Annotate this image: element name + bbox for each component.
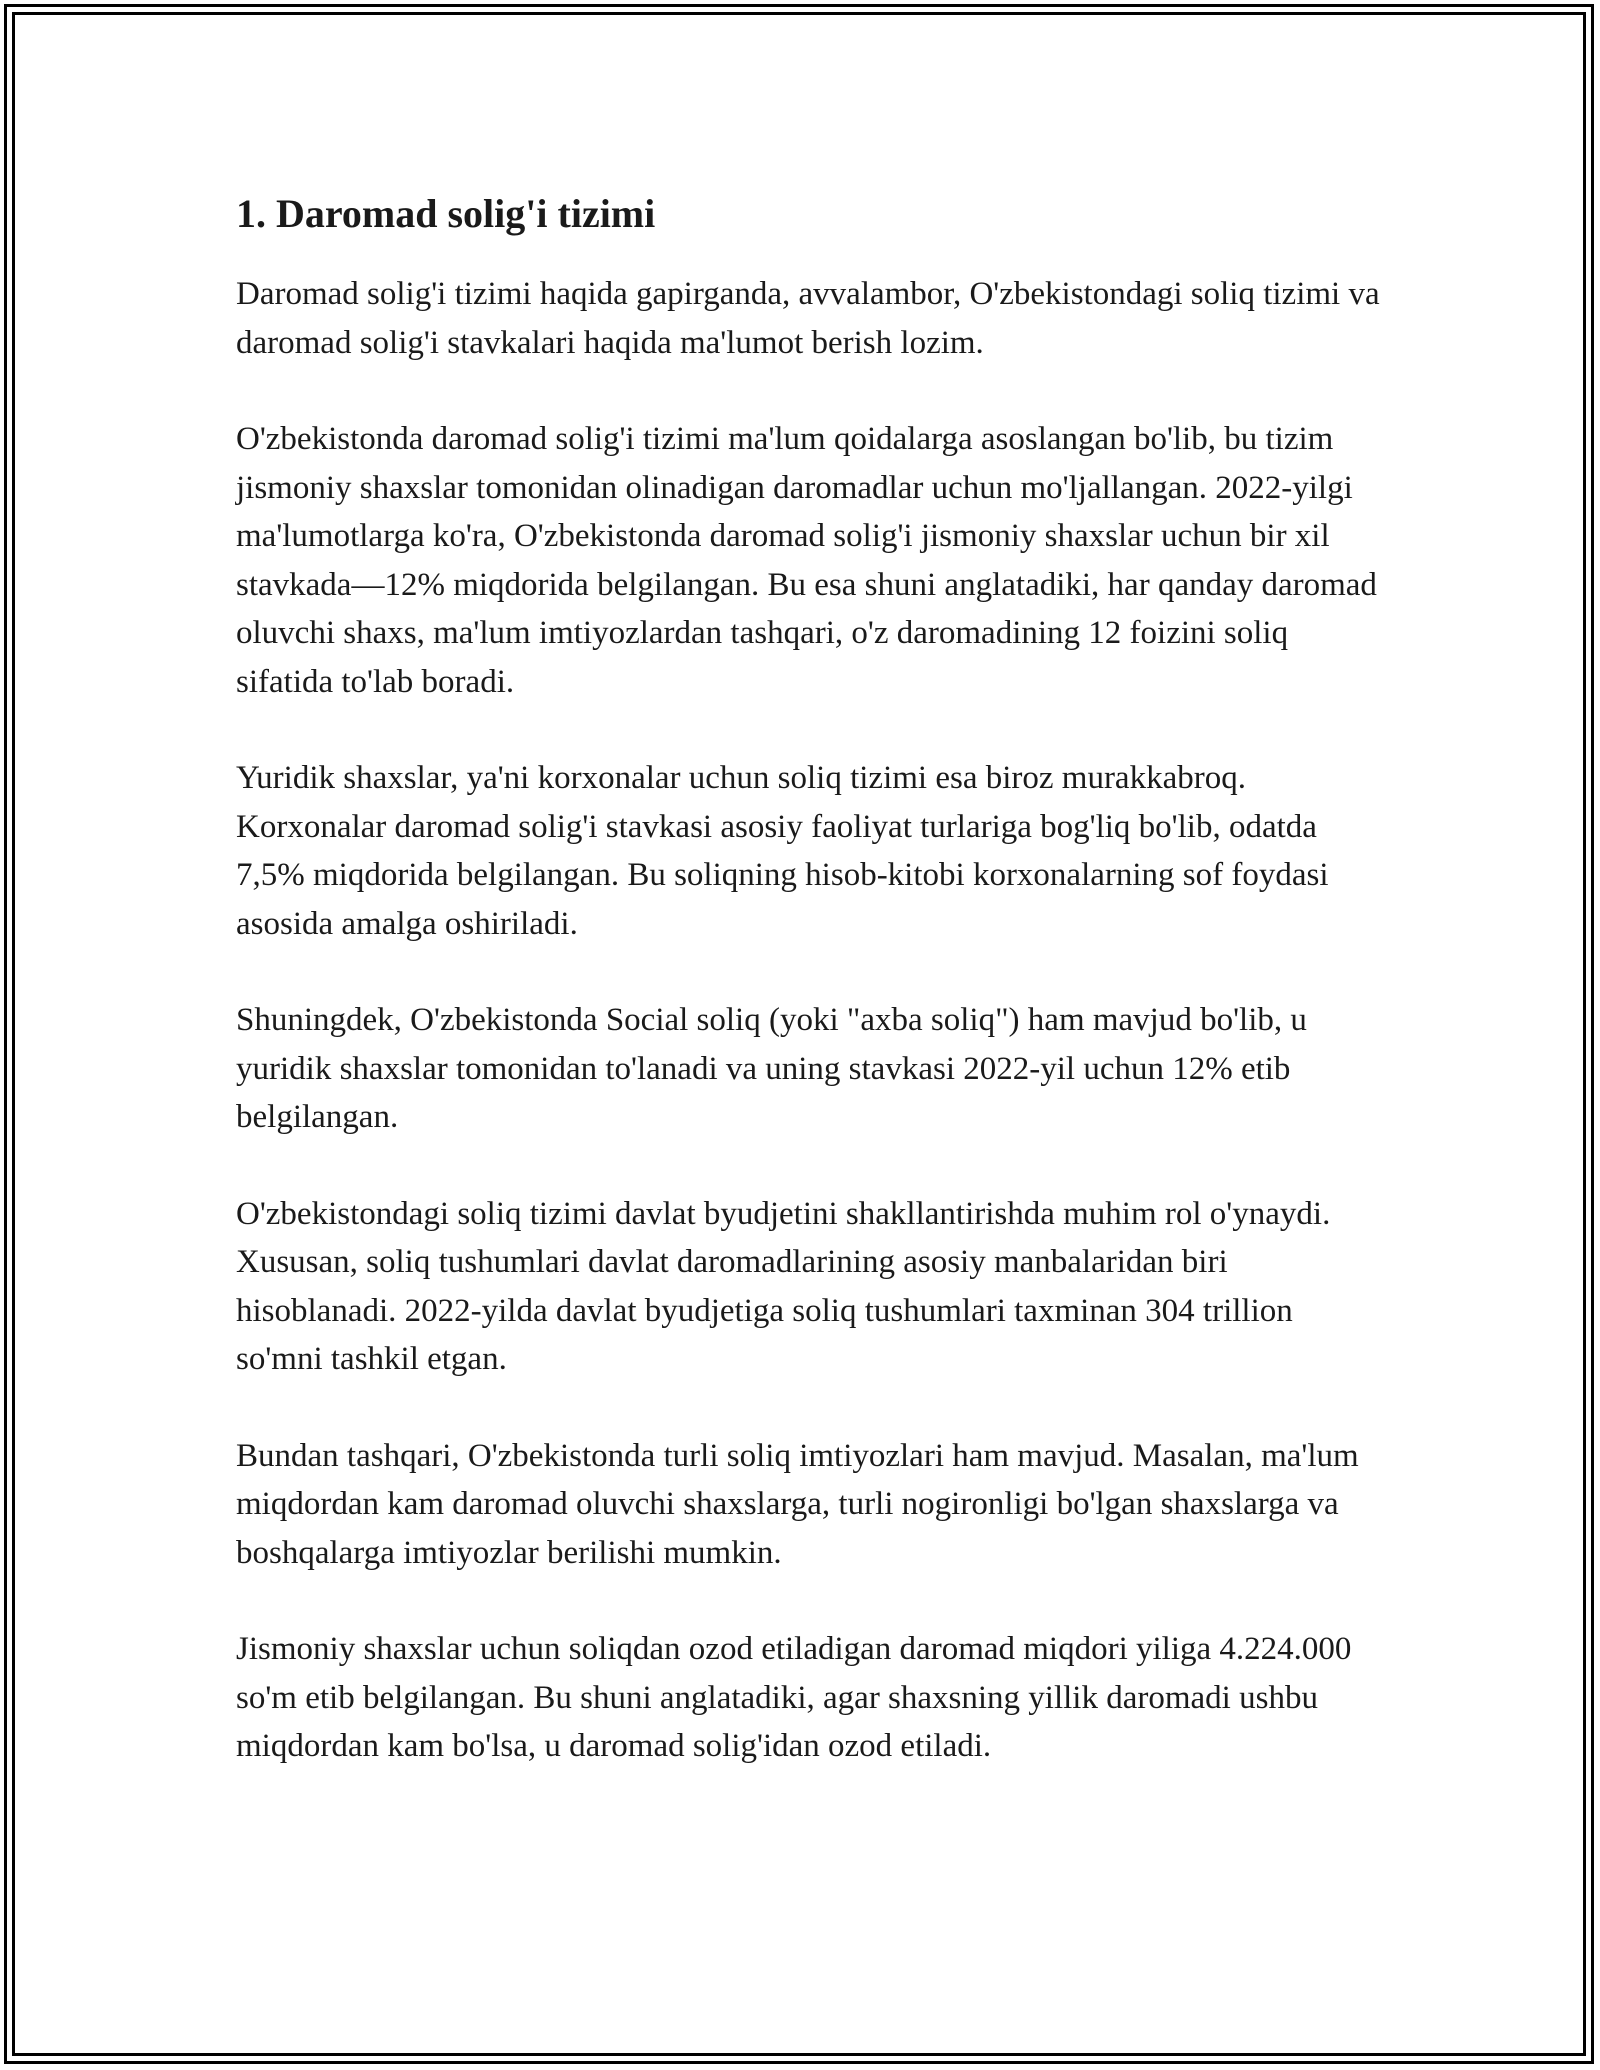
paragraph-state-budget: O'zbekistondagi soliq tizimi davlat byudjetini shakllantirishda muhim rol o'ynaydi. Xususan, soliq tushumlari davlat daromadlarining asosiy manbalaridan biri hisoblanadi. 2022-yilda davlat byudjetiga soliq tushumlari taxminan 304 trillion so'mni tashkil etgan. xyxy=(236,1195,1331,1377)
paragraph-intro: Daromad solig'i tizimi haqida gapirganda, avvalambor, O'zbekistondagi soliq tizimi va daromad solig'i stavkalari haqida ma'lumot berish lozim. xyxy=(236,276,1380,361)
paragraph-individual-tax: O'zbekistonda daromad solig'i tizimi ma'lum qoidalarga asoslangan bo'lib, bu tizim jismoniy shaxslar tomonidan olinadigan daromadlar uchun mo'ljallangan. 2022-yilgi ma'lumotlarga ko'ra, O'zbekistonda daromad solig'i jismoniy shaxslar uchun bir xil stavkada—12% miqdorida belgilangan. Bu esa shuni anglatadiki, har qanday daromad oluvchi shaxs, ma'lum imtiyozlardan tashqari, o'z daromadining 12 foizini soliq sifatida to'lab boradi. xyxy=(236,421,1377,700)
paragraph-social-tax: Shuningdek, O'zbekistonda Social soliq (yoki "axba soliq") ham mavjud bo'lib, u yuridik shaxslar tomonidan to'lanadi va uning stavkasi 2022-yil uchun 12% etib belgilangan. xyxy=(236,1002,1307,1135)
paragraph-tax-benefits: Bundan tashqari, O'zbekistonda turli soliq imtiyozlari ham mavjud. Masalan, ma'lum miqdordan kam daromad oluvchi shaxslarga, turli nogironligi bo'lgan shaxslarga va boshqalarga imtiyozlar berilishi mumkin. xyxy=(236,1437,1359,1571)
paragraph-corporate-tax: Yuridik shaxslar, ya'ni korxonalar uchun soliq tizimi esa biroz murakkabroq. Korxonalar daromad solig'i stavkasi asosiy faoliyat turlariga bog'liq bo'lib, odatda 7,5% miqdorida belgilangan. Bu soliqning hisob-kitobi korxonalarning sof foydasi asosida amalga oshiriladi. xyxy=(236,760,1329,942)
paragraph-tax-exemption: Jismoniy shaxslar uchun soliqdan ozod etiladigan daromad miqdori yiliga 4.224.000 so'm etib belgilangan. Bu shuni anglatadiki, agar shaxsning yillik daromadi ushbu miqdordan kam bo'lsa, u daromad solig'idan ozod etiladi. xyxy=(236,1631,1352,1764)
document-body xyxy=(236,186,1386,1819)
section-heading: 1. Daromad solig'i tizimi xyxy=(236,191,656,236)
